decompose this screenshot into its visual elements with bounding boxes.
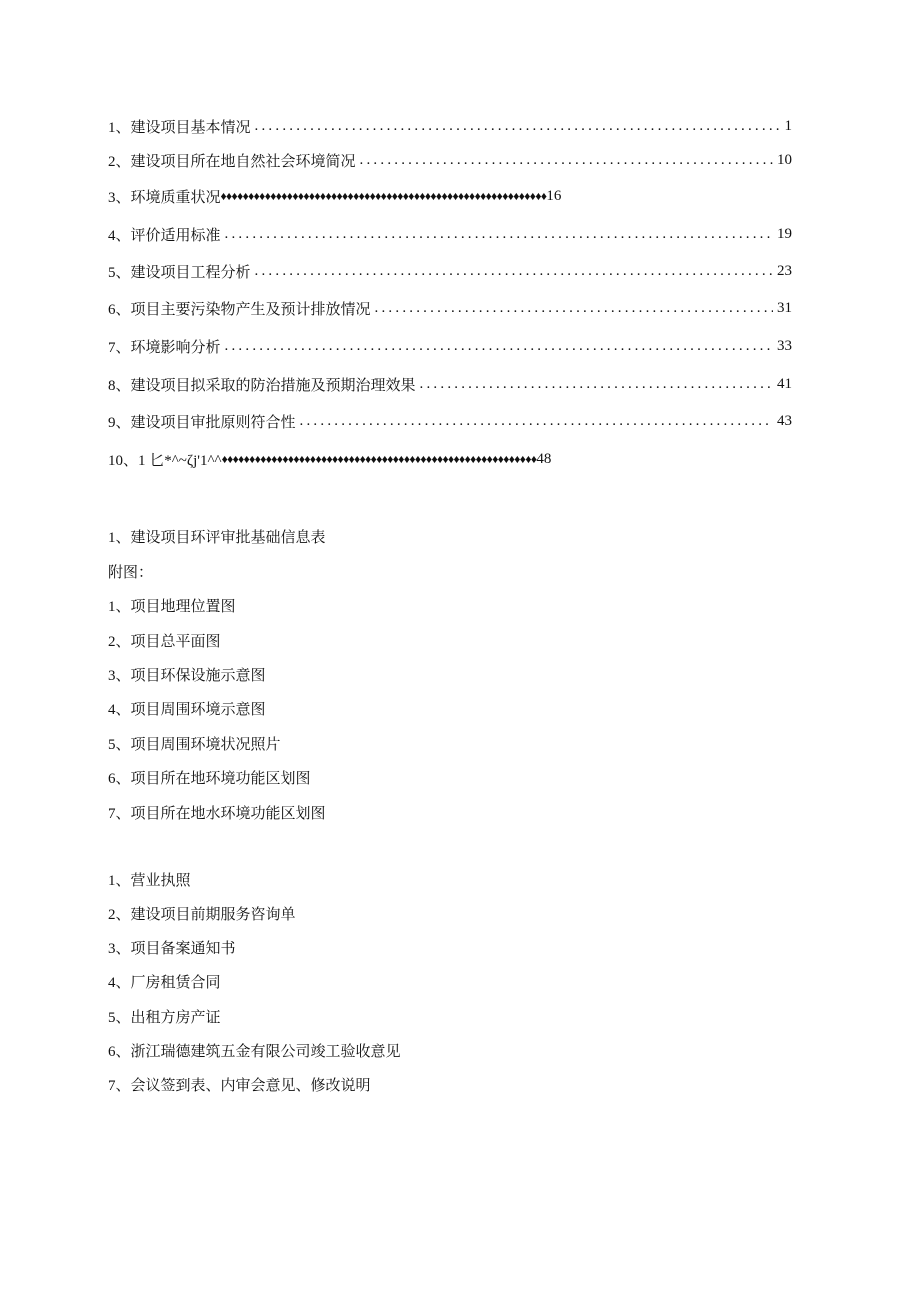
toc-page-number: 10: [777, 151, 792, 168]
toc-page-number: 16: [546, 187, 562, 204]
figure-list-item: 5、项目周围环境状况照片: [108, 737, 281, 753]
annex-list-item: 4、厂房租赁合同: [108, 975, 221, 991]
toc-leader-dots: [225, 226, 773, 243]
toc-entry[interactable]: [108, 149, 792, 171]
toc-page-number: 1: [784, 117, 792, 134]
figure-list-item: 6、项目所在地环境功能区划图: [108, 771, 311, 787]
toc-leader-garbled: ♦♦♦♦♦♦♦♦♦♦♦♦♦♦♦♦♦♦♦♦♦♦♦♦♦♦♦♦♦♦♦♦♦♦♦♦♦♦♦♦♦♦♦♦♦♦♦♦♦♦♦♦♦♦♦♦♦: [221, 451, 537, 466]
toc-page-number: 19: [777, 225, 792, 242]
toc-leader-dots: [360, 152, 773, 169]
toc-page-number: 41: [777, 375, 792, 392]
toc-entry-title: 4、评价适用标准: [108, 227, 221, 244]
attachment-table-item: 1、建设项目环评审批基础信息表: [108, 530, 326, 546]
toc-page-number: 31: [777, 299, 792, 316]
figure-list-item: 4、项目周围环境示意图: [108, 702, 266, 718]
toc-entry[interactable]: [108, 185, 561, 207]
annex-list-item: 3、项目备案通知书: [108, 941, 236, 957]
toc-page-number: 23: [777, 262, 792, 279]
toc-page-number: 33: [777, 337, 792, 354]
toc-entry[interactable]: [108, 410, 792, 432]
annex-list-item: 7、会议签到表、内审会意见、修改说明: [108, 1078, 371, 1094]
annex-list-item: 5、出租方房产证: [108, 1010, 221, 1026]
toc-entry-title: 7、环境影响分析: [108, 339, 221, 356]
toc-entry[interactable]: [108, 260, 792, 282]
toc-entry-title: 3、环境质重状况: [108, 189, 221, 206]
toc-entry[interactable]: [108, 115, 792, 137]
toc-entry-title: 9、建设项目审批原则符合性: [108, 414, 296, 431]
toc-entry-title: 2、建设项目所在地自然社会环境简况: [108, 153, 356, 170]
toc-entry[interactable]: [108, 448, 551, 470]
annex-list-item: 6、浙江瑞德建筑五金有限公司竣工验收意见: [108, 1044, 401, 1060]
toc-page-number: 43: [777, 412, 792, 429]
figure-list-item: 1、项目地理位置图: [108, 599, 236, 615]
toc-leader-dots: [420, 376, 773, 393]
toc-entry[interactable]: [108, 223, 792, 245]
toc-leader-dots: [375, 300, 773, 317]
toc-entry[interactable]: [108, 373, 792, 395]
annex-list-item: 1、营业执照: [108, 873, 191, 889]
toc-entry[interactable]: [108, 335, 792, 357]
figure-list-item: 3、项目环保设施示意图: [108, 668, 266, 684]
figures-heading: 附图：: [108, 565, 154, 581]
figure-list-item: 7、项目所在地水环境功能区划图: [108, 806, 326, 822]
toc-entry-title: 8、建设项目拟采取的防治措施及预期治理效果: [108, 377, 416, 394]
toc-leader-garbled: ♦♦♦♦♦♦♦♦♦♦♦♦♦♦♦♦♦♦♦♦♦♦♦♦♦♦♦♦♦♦♦♦♦♦♦♦♦♦♦♦♦♦♦♦♦♦♦♦♦♦♦♦♦♦♦♦♦♦♦: [220, 188, 547, 203]
toc-leader-dots: [300, 413, 773, 430]
toc-entry-title: 1、建设项目基本情况: [108, 119, 251, 136]
toc-leader-dots: [255, 118, 781, 135]
figure-list-item: 2、项目总平面图: [108, 634, 221, 650]
annex-list-item: 2、建设项目前期服务咨询单: [108, 907, 296, 923]
toc-entry[interactable]: [108, 297, 792, 319]
toc-leader-dots: [225, 338, 773, 355]
toc-entry-title: 6、项目主要污染物产生及预计排放情况: [108, 301, 371, 318]
toc-page-number: 48: [536, 450, 552, 467]
toc-leader-dots: [255, 263, 773, 280]
toc-entry-title: 5、建设项目工程分析: [108, 264, 251, 281]
toc-entry-title: 10、1 匕*^~ζj'1^^: [108, 452, 222, 469]
